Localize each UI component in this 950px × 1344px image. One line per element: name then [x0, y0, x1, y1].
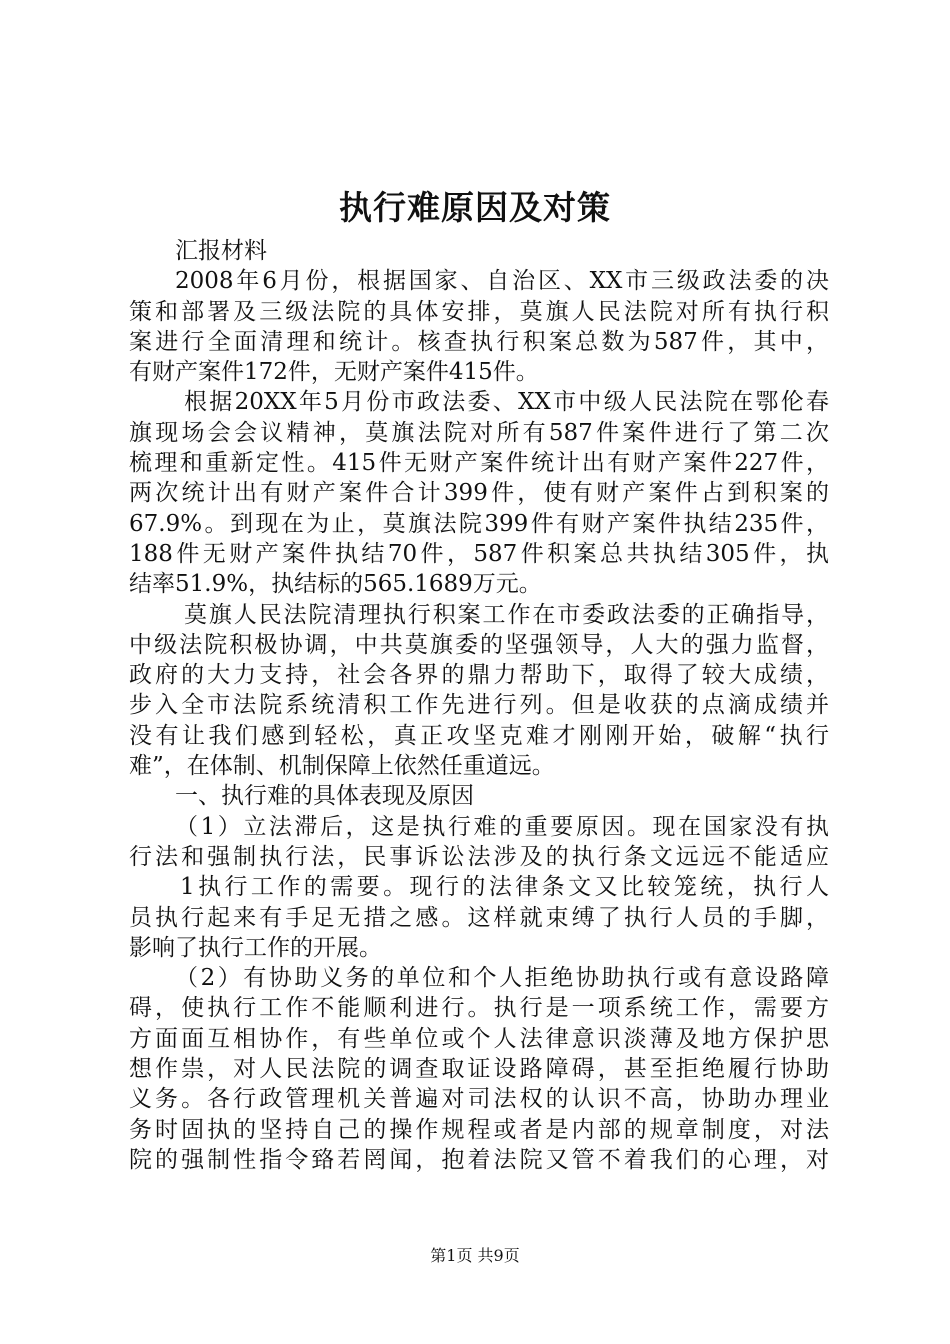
paragraph-line: 方面面互相协作，有些单位或个人法律意识淡薄及地方保护思: [129, 1025, 829, 1052]
paragraph-line: 行法和强制执行法，民事诉讼法涉及的执行条文远远不能适应: [129, 843, 829, 870]
paragraph-line: 2008年6月份，根据国家、自治区、XX市三级政法委的决: [175, 268, 829, 295]
paragraph-line: 影响了执行工作的开展。: [129, 934, 382, 961]
paragraph-line: 没有让我们感到轻松，真正攻坚克难才刚刚开始，破解“执行: [129, 722, 829, 749]
paragraph-line: 政府的大力支持，社会各界的鼎力帮助下，取得了较大成绩，: [129, 662, 829, 689]
document-body: [129, 236, 829, 1175]
paragraph-line: 1执行工作的需要。现行的法律条文又比较笼统，执行人: [180, 874, 829, 901]
paragraph-line: （1）立法滞后，这是执行难的重要原因。现在国家没有执: [175, 813, 829, 840]
paragraph-line: 院的强制性指令臵若罔闻，抱着法院又管不着我们的心理，对: [129, 1146, 829, 1173]
page-footer: 第1页 共9页: [430, 1246, 520, 1265]
paragraph-line: 莫旗人民法院清理执行积案工作在市委政法委的正确指导，: [184, 601, 829, 628]
section-heading: 一、执行难的具体表现及原因: [175, 783, 474, 810]
paragraph-line: 中级法院积极协调，中共莫旗委的坚强领导，人大的强力监督，: [129, 631, 829, 658]
paragraph-line: 汇报材料: [175, 238, 267, 264]
paragraph-line: 务时固执的坚持自己的操作规程或者是内部的规章制度，对法: [129, 1116, 829, 1143]
paragraph-line: 梳理和重新定性。415件无财产案件统计出有财产案件227件，: [129, 450, 829, 477]
paragraph-line: 根据20XX年5月份市政法委、XX市中级人民法院在鄂伦春: [184, 389, 829, 416]
paragraph-line: 两次统计出有财产案件合计399件，使有财产案件占到积案的: [129, 480, 829, 507]
paragraph-line: 有财产案件172件，无财产案件415件。: [129, 359, 539, 386]
paragraph-line: 义务。各行政管理机关普遍对司法权的认识不高，协助办理业: [129, 1086, 829, 1113]
paragraph-line: 步入全市法院系统清积工作先进行列。但是收获的点滴成绩并: [129, 692, 829, 719]
paragraph-line: 碍，使执行工作不能顺利进行。执行是一项系统工作，需要方: [129, 995, 829, 1022]
paragraph-line: 策和部署及三级法院的具体安排，莫旗人民法院对所有执行积: [129, 298, 829, 325]
paragraph-line: 结率51.9%，执结标的565.1689万元。: [129, 571, 542, 598]
document-title: 执行难原因及对策: [339, 188, 611, 227]
paragraph-line: 67.9%。到现在为止，莫旗法院399件有财产案件执结235件，: [129, 510, 829, 537]
paragraph-line: 旗现场会会议精神，莫旗法院对所有587件案件进行了第二次: [129, 419, 829, 446]
paragraph-line: 员执行起来有手足无措之感。这样就束缚了执行人员的手脚，: [129, 904, 829, 931]
paragraph-line: （2）有协助义务的单位和个人拒绝协助执行或有意设路障: [175, 965, 829, 992]
paragraph-line: 难”，在体制、机制保障上依然任重道远。: [129, 753, 555, 780]
paragraph-line: 案进行全面清理和统计。核查执行积案总数为587件，其中，: [129, 328, 829, 355]
paragraph-line: 188件无财产案件执结70件，587件积案总共执结305件，执: [129, 540, 829, 567]
paragraph-line: 想作祟，对人民法院的调查取证设路障碍，甚至拒绝履行协助: [129, 1056, 829, 1083]
